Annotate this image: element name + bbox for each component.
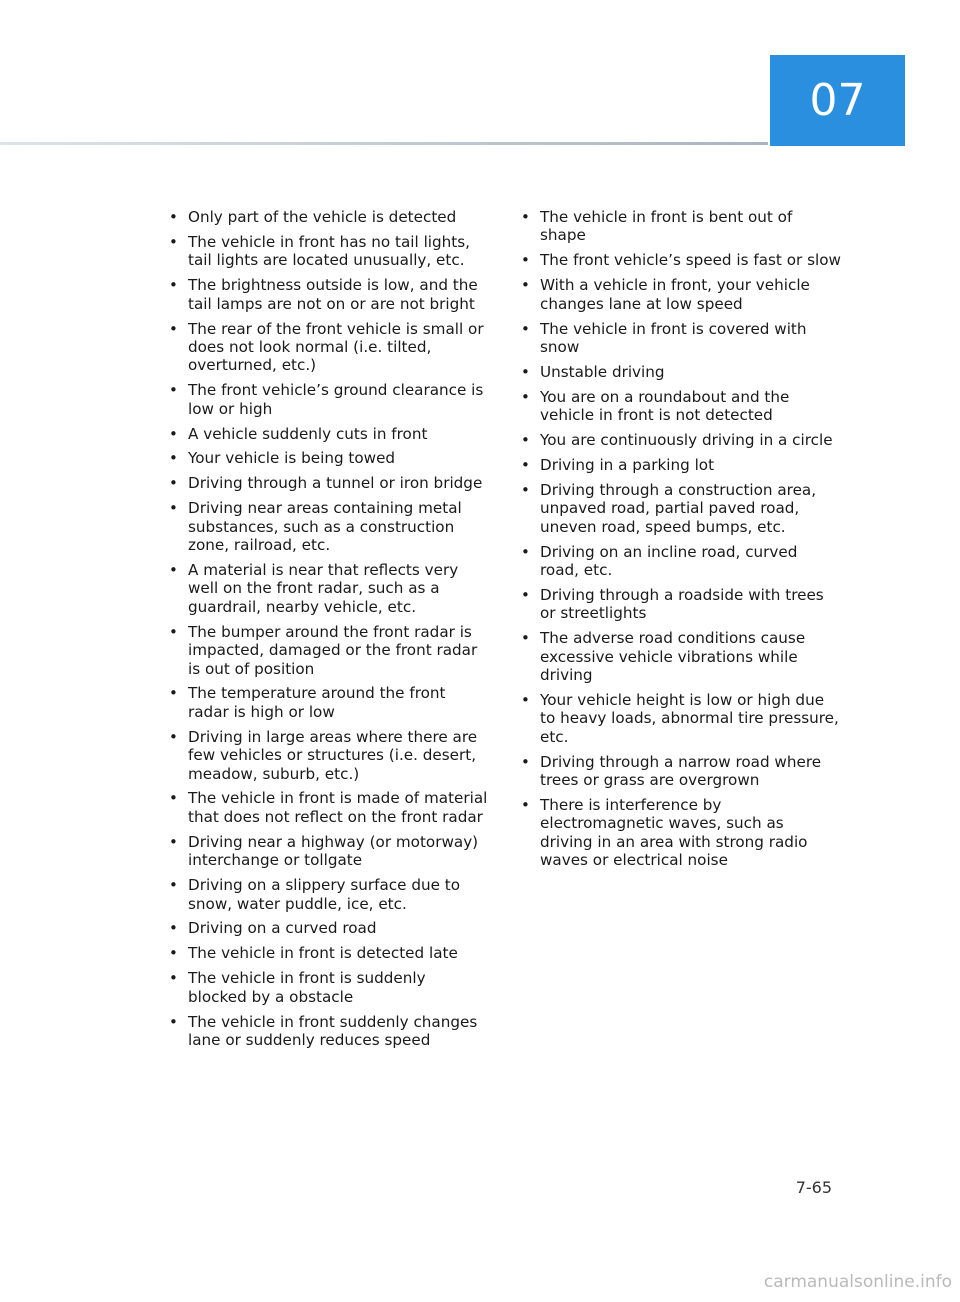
bullet-item xyxy=(164,944,489,962)
bullet-text: The rear of the front vehicle is small or does not look normal (i.e. tilted, overturned, etc.) xyxy=(188,319,484,375)
bullet-item xyxy=(516,208,841,245)
page-number: 7-65 xyxy=(795,1178,832,1197)
bullet-text: The vehicle in front is detected late xyxy=(188,944,458,963)
bullet-text: Unstable driving xyxy=(540,362,665,381)
chapter-tab xyxy=(770,55,905,146)
bullet-text: The front vehicle’s speed is fast or slow xyxy=(540,251,841,270)
chapter-number: 07 xyxy=(809,75,866,126)
bullet-icon: • xyxy=(169,919,178,938)
bullet-icon: • xyxy=(169,276,178,295)
bullet-icon: • xyxy=(169,622,178,641)
bullet-item xyxy=(164,320,489,375)
watermark[interactable]: carmanualsonline.info xyxy=(763,1272,952,1292)
bullet-icon: • xyxy=(521,431,530,450)
bullet-text: Driving through a roadside with trees or streetlights xyxy=(540,585,824,623)
bullet-text: The front vehicle’s ground clearance is low or high xyxy=(188,381,484,418)
bullet-icon: • xyxy=(169,232,178,251)
bullet-text: The vehicle in front is made of material that does not reflect on the front radar xyxy=(188,789,488,826)
bullet-item xyxy=(516,320,841,357)
bullet-text: Driving in a parking lot xyxy=(540,455,715,474)
bullet-text: Only part of the vehicle is detected xyxy=(188,208,457,226)
bullet-text: You are continuously driving in a circle xyxy=(540,431,833,450)
bullet-icon: • xyxy=(169,319,178,338)
bullet-text: Driving through a tunnel or iron bridge xyxy=(188,474,483,493)
bullet-text: The vehicle in front is bent out of shape xyxy=(540,208,793,245)
bullet-item xyxy=(516,276,841,313)
bullet-text: Your vehicle is being towed xyxy=(188,449,396,468)
bullet-item xyxy=(516,431,841,449)
bullet-icon: • xyxy=(521,795,530,814)
bullet-item xyxy=(164,233,489,270)
bullet-item xyxy=(516,363,841,381)
bullet-icon: • xyxy=(169,424,178,443)
bullet-icon: • xyxy=(521,480,530,499)
bullet-item xyxy=(164,833,489,870)
bullet-item xyxy=(516,251,841,269)
bullet-icon: • xyxy=(169,474,178,493)
bullet-text: There is interference by electromagnetic waves, such as driving in an area with strong radio waves or electrical noise xyxy=(540,795,808,870)
bullet-item xyxy=(516,629,841,684)
bullet-text: Driving through a narrow road where trees or grass are overgrown xyxy=(540,752,822,790)
bullet-text: Driving on an incline road, curved road, etc. xyxy=(540,542,798,579)
bullet-item xyxy=(164,276,489,313)
bullet-icon: • xyxy=(169,684,178,703)
bullet-item xyxy=(516,456,841,474)
bullet-icon: • xyxy=(521,319,530,338)
bullet-item xyxy=(164,499,489,554)
bullet-icon: • xyxy=(521,387,530,406)
bullet-text: The vehicle in front has no tail lights, tail lights are located unusually, etc. xyxy=(188,232,470,270)
bullet-icon: • xyxy=(169,876,178,895)
bullet-icon: • xyxy=(169,789,178,808)
bullet-text: The temperature around the front radar is high or low xyxy=(188,684,446,721)
bullet-item xyxy=(516,586,841,623)
bullet-icon: • xyxy=(169,944,178,963)
bullet-item xyxy=(516,388,841,425)
bullet-text: Driving through a construction area, unpaved road, partial paved road, uneven road, speed bumps, etc. xyxy=(540,480,817,536)
bullet-icon: • xyxy=(169,381,178,400)
bullet-item xyxy=(164,381,489,418)
bullet-icon: • xyxy=(169,1012,178,1031)
left-bullet-list xyxy=(164,208,489,1056)
bullet-text: Driving on a curved road xyxy=(188,919,377,938)
bullet-item xyxy=(164,208,489,226)
bullet-icon: • xyxy=(521,362,530,381)
bullet-text: Driving in large areas where there are few vehicles or structures (i.e. desert, meadow, suburb, etc.) xyxy=(188,727,478,783)
bullet-item xyxy=(516,543,841,580)
bullet-icon: • xyxy=(169,561,178,579)
bullet-icon: • xyxy=(521,276,530,295)
bullet-icon: • xyxy=(521,585,530,604)
bullet-item xyxy=(164,623,489,678)
bullet-item xyxy=(164,876,489,913)
bullet-icon: • xyxy=(169,832,178,851)
bullet-text: You are on a roundabout and the vehicle in front is not detected xyxy=(540,387,790,425)
bullet-item xyxy=(164,969,489,1006)
bullet-item xyxy=(516,796,841,870)
bullet-text: Driving on a slippery surface due to snow, water puddle, ice, etc. xyxy=(188,876,461,913)
bullet-text: The bumper around the front radar is impacted, damaged or the front radar is out of position xyxy=(188,622,478,678)
bullet-item xyxy=(516,753,841,790)
bullet-icon: • xyxy=(521,542,530,561)
bullet-item xyxy=(164,449,489,467)
bullet-text: The brightness outside is low, and the tail lamps are not on or are not bright xyxy=(188,276,478,313)
bullet-icon: • xyxy=(521,752,530,771)
bullet-icon: • xyxy=(521,208,530,226)
bullet-text: Driving near areas containing metal substances, such as a construction zone, railroad, etc. xyxy=(188,499,462,555)
bullet-icon: • xyxy=(521,690,530,709)
bullet-icon: • xyxy=(521,251,530,270)
bullet-text: With a vehicle in front, your vehicle changes lane at low speed xyxy=(540,276,810,313)
bullet-item xyxy=(164,561,489,616)
bullet-text: A material is near that reflects very well on the front radar, such as a guardrail, nearby vehicle, etc. xyxy=(188,561,459,616)
bullet-icon: • xyxy=(169,969,178,988)
bullet-icon: • xyxy=(521,629,530,648)
bullet-text: The vehicle in front suddenly changes lane or suddenly reduces speed xyxy=(188,1012,478,1049)
bullet-item xyxy=(164,919,489,937)
bullet-item xyxy=(164,728,489,783)
right-bullet-list xyxy=(516,208,841,876)
bullet-item xyxy=(164,684,489,721)
bullet-item xyxy=(164,1013,489,1050)
bullet-icon: • xyxy=(169,449,178,468)
bullet-item xyxy=(516,481,841,536)
bullet-item xyxy=(164,789,489,826)
bullet-text: Your vehicle height is low or high due to heavy loads, abnormal tire pressure, etc. xyxy=(540,690,839,746)
bullet-text: A vehicle suddenly cuts in front xyxy=(188,424,428,443)
bullet-text: The vehicle in front is suddenly blocked by a obstacle xyxy=(188,969,426,1006)
bullet-text: The vehicle in front is covered with snow xyxy=(540,319,807,356)
bullet-icon: • xyxy=(169,499,178,518)
bullet-icon: • xyxy=(521,455,530,474)
bullet-text: The adverse road conditions cause excessive vehicle vibrations while driving xyxy=(540,629,806,685)
bullet-item xyxy=(164,425,489,443)
bullet-icon: • xyxy=(169,208,178,226)
bullet-item xyxy=(516,691,841,746)
header-rule xyxy=(0,142,768,145)
bullet-text: Driving near a highway (or motorway) interchange or tollgate xyxy=(188,832,479,870)
bullet-icon: • xyxy=(169,727,178,746)
bullet-item xyxy=(164,474,489,492)
